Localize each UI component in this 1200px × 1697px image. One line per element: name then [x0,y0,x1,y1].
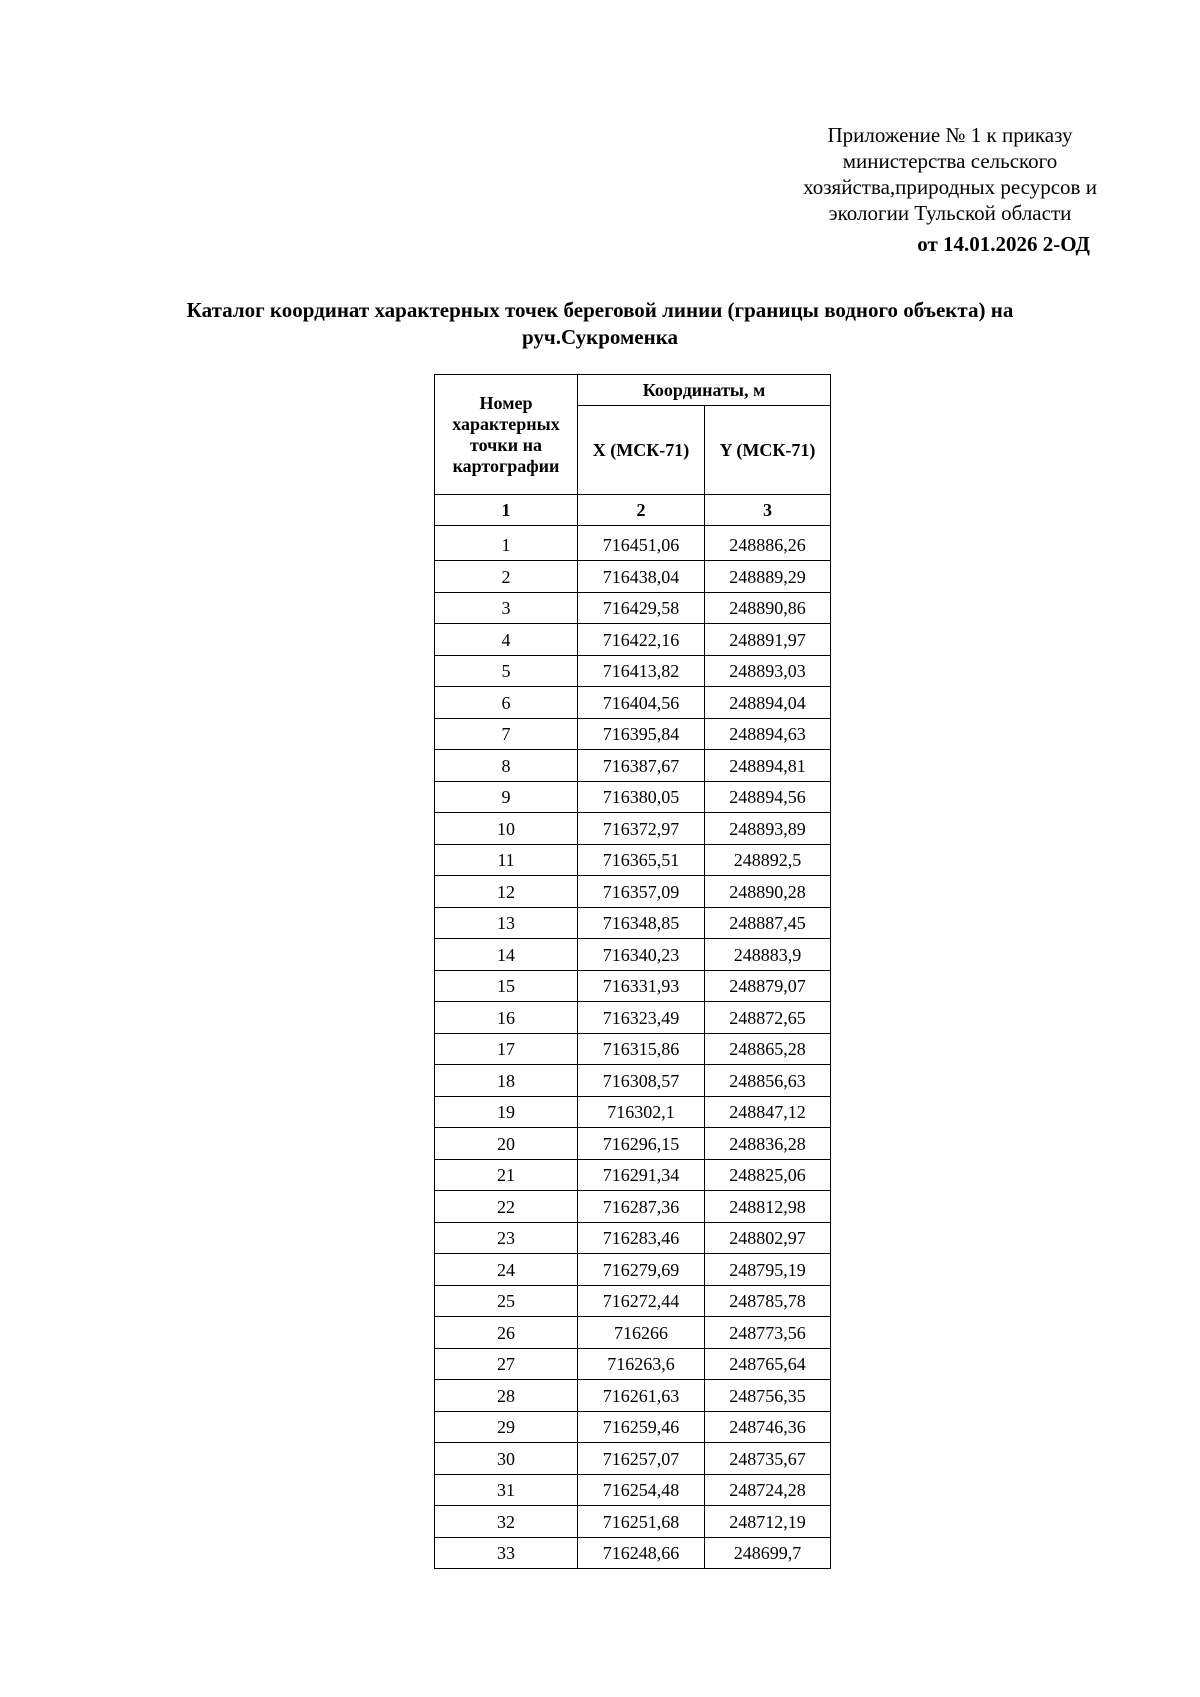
y-coordinate-cell: 248746,36 [705,1411,831,1443]
point-number-cell: 23 [435,1222,578,1254]
x-coordinate-cell: 716287,36 [578,1191,705,1223]
table-row [435,844,831,876]
table-row [435,655,831,687]
point-number-cell: 6 [435,687,578,719]
point-number-cell: 11 [435,844,578,876]
point-number-cell: 15 [435,970,578,1002]
point-number-cell: 19 [435,1096,578,1128]
x-coordinate-cell: 716266 [578,1317,705,1349]
table-row [435,970,831,1002]
point-number-cell: 32 [435,1506,578,1538]
point-number-cell: 18 [435,1065,578,1097]
point-number-cell: 27 [435,1348,578,1380]
point-number-cell: 22 [435,1191,578,1223]
y-coordinate-cell: 248765,64 [705,1348,831,1380]
x-coordinate-cell: 716451,06 [578,526,705,561]
point-number-cell: 16 [435,1002,578,1034]
table-row [435,1443,831,1475]
table-row [435,750,831,782]
x-coordinate-cell: 716340,23 [578,939,705,971]
point-number-cell: 29 [435,1411,578,1443]
x-coordinate-cell: 716279,69 [578,1254,705,1286]
column-number: 3 [705,495,831,526]
y-coordinate-cell: 248886,26 [705,526,831,561]
point-number-cell: 26 [435,1317,578,1349]
table-row [435,907,831,939]
x-coordinate-cell: 716429,58 [578,592,705,624]
table-row [435,939,831,971]
title-line: Каталог координат характерных точек береговой линии (границы водного объекта) на [186,298,1014,322]
y-coordinate-cell: 248865,28 [705,1033,831,1065]
table-row [435,1380,831,1412]
y-coordinate-cell: 248894,56 [705,781,831,813]
y-coordinate-cell: 248785,78 [705,1285,831,1317]
point-number-cell: 24 [435,1254,578,1286]
point-number-cell: 20 [435,1128,578,1160]
y-coordinate-cell: 248890,28 [705,876,831,908]
table-row [435,1474,831,1506]
table-row [435,624,831,656]
header-x: X (МСК-71) [578,406,705,495]
point-number-cell: 31 [435,1474,578,1506]
point-number-cell: 12 [435,876,578,908]
y-coordinate-cell: 248879,07 [705,970,831,1002]
point-number-cell: 28 [435,1380,578,1412]
x-coordinate-cell: 716261,63 [578,1380,705,1412]
y-coordinate-cell: 248812,98 [705,1191,831,1223]
x-coordinate-cell: 716248,66 [578,1537,705,1569]
x-coordinate-cell: 716254,48 [578,1474,705,1506]
table-row [435,1128,831,1160]
table-row [435,1348,831,1380]
column-number: 1 [435,495,578,526]
header-y: Y (МСК-71) [705,406,831,495]
table-row [435,1506,831,1538]
x-coordinate-cell: 716259,46 [578,1411,705,1443]
x-coordinate-cell: 716422,16 [578,624,705,656]
x-coordinate-cell: 716263,6 [578,1348,705,1380]
table-row [435,1537,831,1569]
table-row [435,1222,831,1254]
y-coordinate-cell: 248894,81 [705,750,831,782]
table-row [435,718,831,750]
header-point-line: характерных [452,413,560,434]
header-point-line: картографии [452,455,560,476]
table-row [435,561,831,593]
point-number-cell: 14 [435,939,578,971]
y-coordinate-cell: 248795,19 [705,1254,831,1286]
y-coordinate-cell: 248856,63 [705,1065,831,1097]
table-row [435,1191,831,1223]
x-coordinate-cell: 716387,67 [578,750,705,782]
y-coordinate-cell: 248883,9 [705,939,831,971]
y-coordinate-cell: 248699,7 [705,1537,831,1569]
point-number-cell: 9 [435,781,578,813]
point-number-cell: 13 [435,907,578,939]
y-coordinate-cell: 248892,5 [705,844,831,876]
y-coordinate-cell: 248802,97 [705,1222,831,1254]
x-coordinate-cell: 716302,1 [578,1096,705,1128]
x-coordinate-cell: 716323,49 [578,1002,705,1034]
point-number-cell: 4 [435,624,578,656]
title-line: руч.Сукроменка [521,325,679,349]
coordinates-table [434,374,831,1569]
y-coordinate-cell: 248893,03 [705,655,831,687]
order-reference: от 14.01.2026 2-ОД [917,232,1090,256]
table-row [435,1159,831,1191]
table-row [435,1033,831,1065]
table-row [435,876,831,908]
x-coordinate-cell: 716438,04 [578,561,705,593]
table-row [435,781,831,813]
y-coordinate-cell: 248847,12 [705,1096,831,1128]
point-number-cell: 21 [435,1159,578,1191]
x-coordinate-cell: 716283,46 [578,1222,705,1254]
x-coordinate-cell: 716315,86 [578,1033,705,1065]
y-coordinate-cell: 248773,56 [705,1317,831,1349]
y-coordinate-cell: 248872,65 [705,1002,831,1034]
point-number-cell: 30 [435,1443,578,1475]
appendix-line: Приложение № 1 к приказу [827,123,1073,147]
y-coordinate-cell: 248890,86 [705,592,831,624]
y-coordinate-cell: 248891,97 [705,624,831,656]
table-row [435,1096,831,1128]
point-number-cell: 3 [435,592,578,624]
table-row [435,687,831,719]
x-coordinate-cell: 716257,07 [578,1443,705,1475]
table-row [435,1002,831,1034]
x-coordinate-cell: 716272,44 [578,1285,705,1317]
table-row [435,526,831,561]
table-row [435,1065,831,1097]
x-coordinate-cell: 716372,97 [578,813,705,845]
x-coordinate-cell: 716365,51 [578,844,705,876]
appendix-line: министерства сельского [842,149,1058,173]
x-coordinate-cell: 716395,84 [578,718,705,750]
table-row [435,1411,831,1443]
y-coordinate-cell: 248893,89 [705,813,831,845]
y-coordinate-cell: 248836,28 [705,1128,831,1160]
y-coordinate-cell: 248735,67 [705,1443,831,1475]
table-row [435,813,831,845]
x-coordinate-cell: 716413,82 [578,655,705,687]
header-point-line: точки на [470,434,542,455]
table-row [435,1317,831,1349]
x-coordinate-cell: 716251,68 [578,1506,705,1538]
document-title [150,297,1050,351]
y-coordinate-cell: 248887,45 [705,907,831,939]
point-number-cell: 7 [435,718,578,750]
x-coordinate-cell: 716348,85 [578,907,705,939]
y-coordinate-cell: 248894,04 [705,687,831,719]
point-number-cell: 5 [435,655,578,687]
point-number-cell: 2 [435,561,578,593]
header-point-number [435,375,578,495]
y-coordinate-cell: 248825,06 [705,1159,831,1191]
point-number-cell: 8 [435,750,578,782]
y-coordinate-cell: 248756,35 [705,1380,831,1412]
point-number-cell: 25 [435,1285,578,1317]
point-number-cell: 33 [435,1537,578,1569]
x-coordinate-cell: 716357,09 [578,876,705,908]
x-coordinate-cell: 716291,34 [578,1159,705,1191]
header-point-line: Номер [479,392,533,413]
y-coordinate-cell: 248894,63 [705,718,831,750]
x-coordinate-cell: 716308,57 [578,1065,705,1097]
appendix-line: экологии Тульской области [828,201,1072,225]
point-number-cell: 17 [435,1033,578,1065]
appendix-block [760,122,1140,226]
appendix-line: хозяйства,природных ресурсов и [803,175,1097,199]
x-coordinate-cell: 716380,05 [578,781,705,813]
table-row [435,1285,831,1317]
x-coordinate-cell: 716404,56 [578,687,705,719]
table-row [435,592,831,624]
column-number: 2 [578,495,705,526]
x-coordinate-cell: 716331,93 [578,970,705,1002]
y-coordinate-cell: 248712,19 [705,1506,831,1538]
header-coordinates: Координаты, м [578,375,831,406]
x-coordinate-cell: 716296,15 [578,1128,705,1160]
y-coordinate-cell: 248889,29 [705,561,831,593]
y-coordinate-cell: 248724,28 [705,1474,831,1506]
point-number-cell: 10 [435,813,578,845]
point-number-cell: 1 [435,526,578,561]
table-row [435,1254,831,1286]
